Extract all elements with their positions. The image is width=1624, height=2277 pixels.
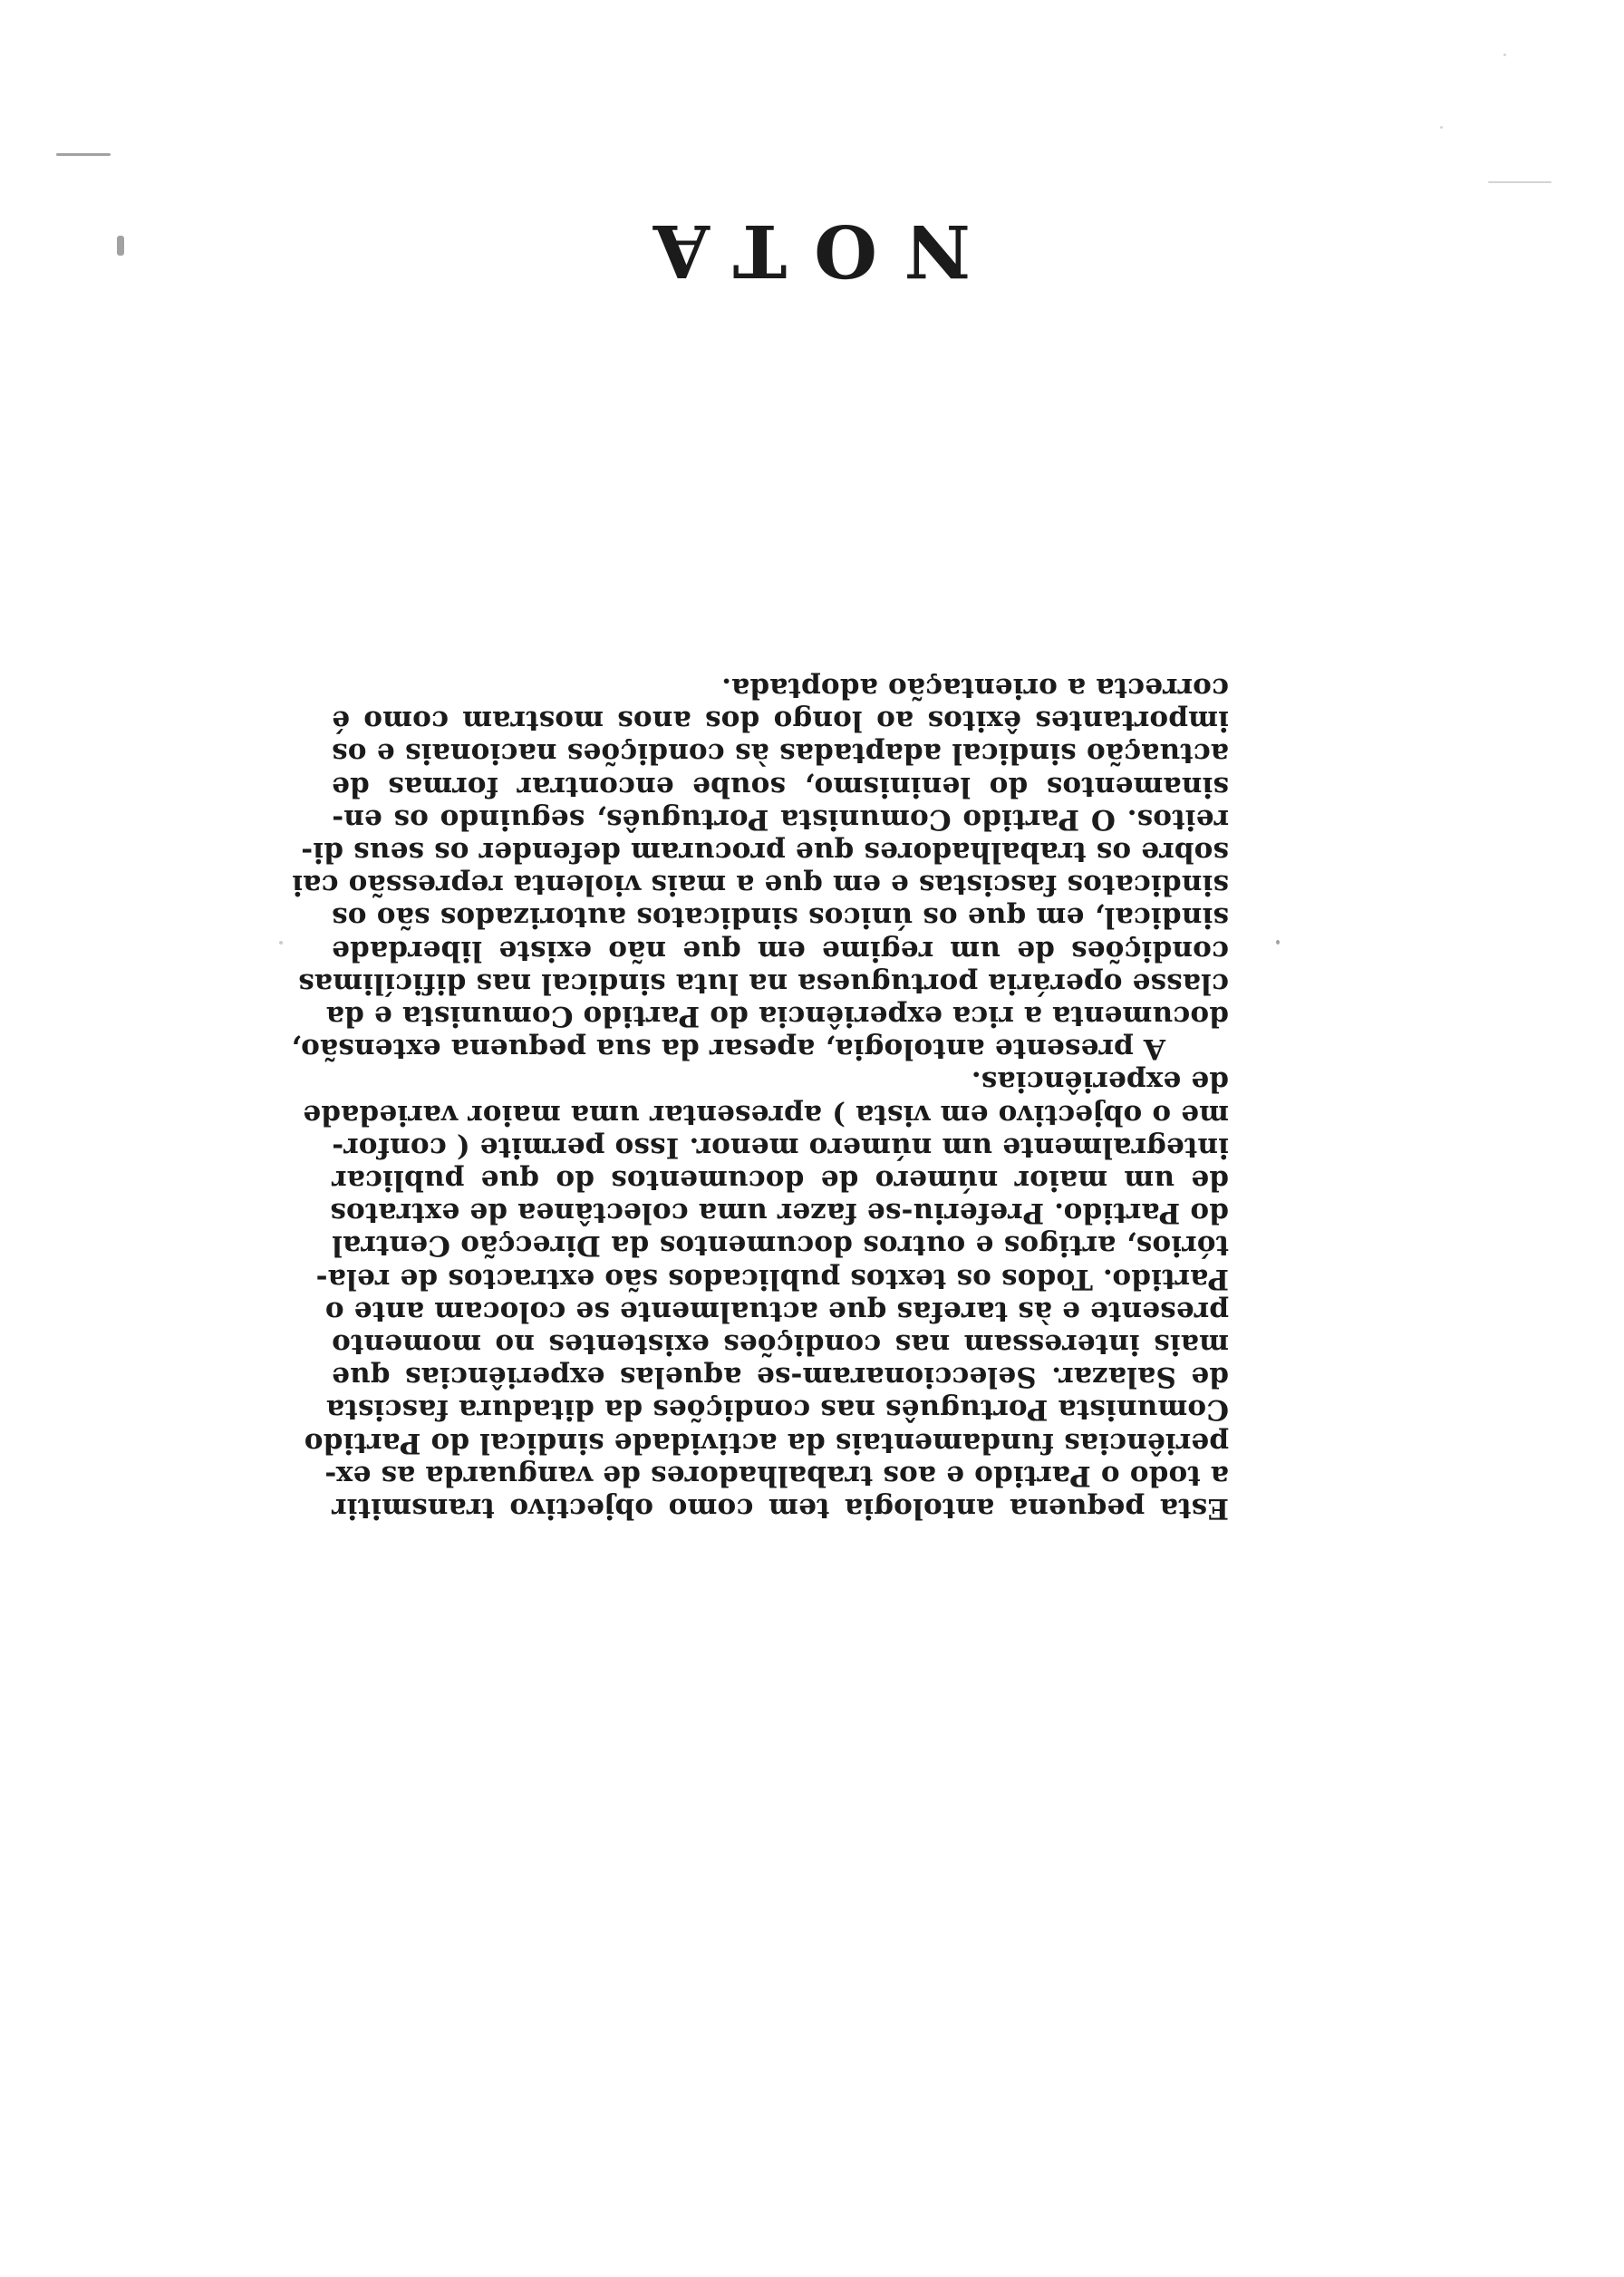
text-line: importantes êxitos ao longo dos anos mostram como é [332,704,1229,738]
text-line: documenta a rica experiência do Partido Comunista e da [325,999,1229,1032]
body-text [290,671,1229,1525]
text-line: integralmente um número menor. Isso permite ( confor- [332,1130,1229,1164]
scan-speck [1276,940,1280,945]
text-line: de Salazar. Seleccionaram-se aquelas experiências que [332,1361,1229,1394]
text-line: a todo o Partido e aos trabalhadores de vanguarda as ex- [324,1458,1229,1492]
text-line: tórios, artigos e outros documentos da Direcção Central [332,1229,1229,1263]
text-line: periências fundamentais da actividade sindical do Partido [304,1426,1229,1459]
text-line: do Partido. Preferiu-se fazer uma colectânea de extratos [330,1197,1229,1230]
text-line: condições de um regime em que não existe liberdade [332,934,1229,967]
text-line: actuação sindical adaptadas às condições nacionais e os [332,737,1229,770]
text-line: de um maior número de documentos do que publicar [332,1163,1229,1197]
text-line: Comunista Português nas condições da ditadura fascista [325,1393,1229,1427]
scan-speck [56,153,111,156]
text-line: sinamentos do leninismo, soube encontrar formas de [332,770,1229,803]
text-line: correcta a orientação adoptada. [720,671,1229,704]
text-line: Esta pequena antologia tem como objectivo transmitir [332,1492,1229,1525]
text-line: A presente antologia, apesar da sua pequena extensão, [290,1032,1165,1066]
scan-speck [1488,181,1552,183]
scan-speck [117,236,124,256]
text-line: presente e às tarefas que actualmente se colocam ante o [324,1294,1229,1328]
text-line: sindical, em que os únicos sindicatos autorizados são os [332,901,1229,935]
scan-speck [1503,53,1506,56]
page-title: NOTA [625,208,972,294]
text-line: sobre os trabalhadores que procuram defender os seus di- [301,835,1229,868]
text-line: me o objectivo em vista ) apresentar uma maior variedade [303,1098,1229,1131]
scan-speck [1440,126,1443,129]
text-line: de experiências. [971,1065,1229,1099]
text-line: classe operária portuguesa na luta sindical nas dificílimas [298,966,1229,1000]
scan-speck [279,941,283,945]
text-line: sindicatos fascistas e em que a mais violenta repressão cai [292,868,1229,902]
text-line: Partido. Todos os textos publicados são extractos de rela- [315,1262,1229,1295]
text-line: mais interessam nas condições existentes no momento [332,1327,1229,1361]
text-line: reitos. O Partido Comunista Português, seguindo os en- [332,802,1229,836]
